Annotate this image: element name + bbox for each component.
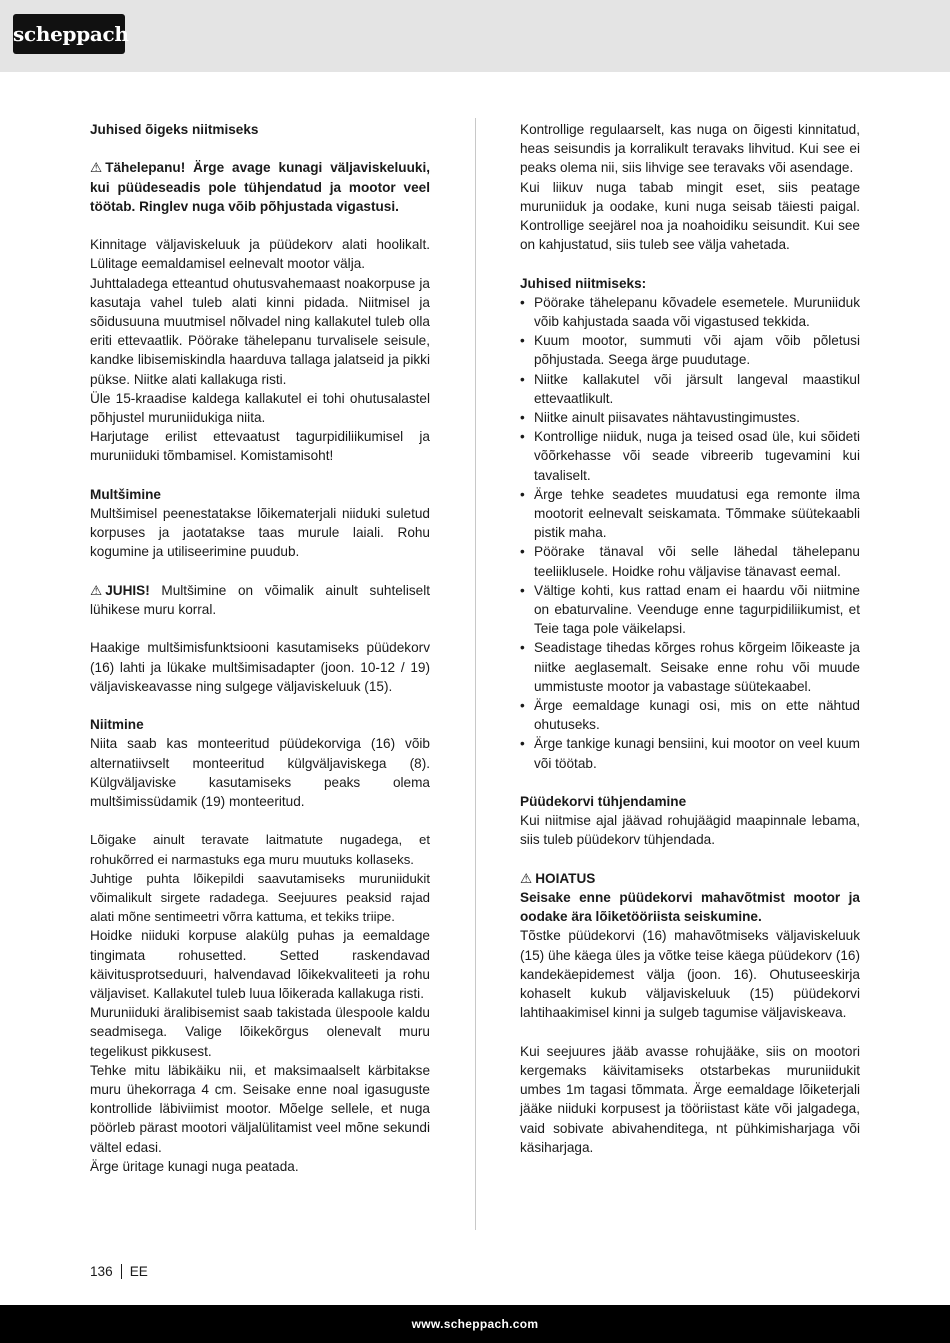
list-item: [520, 293, 860, 331]
page-number-separator: [121, 1264, 122, 1279]
warning-triangle-icon: ⚠: [90, 582, 103, 598]
list-item: [520, 408, 860, 427]
note-paragraph: [90, 581, 430, 619]
paragraph: Lõigake ainult teravate laitmatute nugadega, et rohukõrred ei narmastuks ega muru muutuks kollaseks.: [90, 832, 430, 867]
paragraph: Haakige multšimisfunktsiooni kasutamiseks püüdekorv (16) lahti ja lükake multšimisadapter (joon. 10-12 / 19) väljaviskeavasse ning sulgege väljaviskeluuk (15).: [90, 640, 430, 694]
heading-empty-catcher: Püüdekorvi tühjendamine: [520, 794, 687, 810]
note-text: Multšimine on võimalik ainult suhteliselt lühikese muru korral.: [90, 582, 430, 618]
paragraph: Kui liikuv nuga tabab mingit eset, siis peatage muruniiduk ja oodake, kuni nuga seisab täiesti paigal. Kontrollige seejärel noa ja noahoidiku seisundit. Kui see on kahjustatud, siis tuleb see välja vahetada.: [520, 179, 860, 253]
list-item: [520, 696, 860, 734]
bullet-marker: •: [520, 698, 525, 714]
bullet-marker: •: [520, 582, 525, 598]
list-item: [520, 638, 860, 696]
bullet-marker: •: [520, 486, 525, 502]
bullet-marker: •: [520, 429, 525, 445]
warning-triangle-icon: ⚠: [520, 870, 533, 886]
bullet-marker: •: [520, 640, 525, 656]
list-item-text: Ärge tankige kunagi bensiini, kui mootor on veel kuum või töötab.: [534, 736, 860, 771]
list-item: [520, 370, 860, 408]
list-item-text: Vältige kohti, kus rattad enam ei haardu või niitmine on ebaturvaline. Veenduge enne tagurpidiliikumist, et Teie taga pole väikelapsi.: [534, 582, 860, 637]
language-code: EE: [129, 1264, 148, 1279]
list-item: [520, 542, 860, 580]
paragraph: Muruniiduki äralibisemist saab takistada ülespoole kaldu seadmisega. Valige lõikekõrgus olenevalt muru tegelikust pikkusest.: [90, 1005, 430, 1059]
heading-mowing: Niitmine: [90, 717, 144, 733]
list-item: [520, 427, 860, 485]
warning-paragraph-1: [90, 158, 430, 216]
instruction-list: [520, 293, 860, 773]
list-item-text: Ärge eemaldage kunagi osi, mis on ette nähtud ohutuseks.: [534, 698, 860, 733]
website-link[interactable]: www.scheppach.com: [411, 1317, 539, 1331]
bullet-marker: •: [520, 736, 525, 752]
note-label: JUHIS!: [105, 582, 150, 598]
warning-bold-text: Seisake enne püüdekorvi mahavõtmist mootor ja oodake ära lõiketööriista seiskumine.: [520, 890, 860, 925]
list-item-text: Niitke ainult piisavates nähtavustingimustes.: [534, 410, 800, 426]
paragraph: Ärge üritage kunagi nuga peatada.: [90, 1158, 299, 1174]
warning-text-1: Tähelepanu! Ärge avage kunagi väljaviskeluuki, kui püüdeseadis pole tühjendatud ja mootor veel töötab. Ringlev nuga võib põhjustada vigastusi.: [90, 160, 430, 214]
brand-logo-text: scheppach: [13, 22, 129, 46]
list-item: [520, 331, 860, 369]
paragraph: Kontrollige regulaarselt, kas nuga on õigesti kinnitatud, heas seisundis ja korralikult teravaks lihvitud. Kui see ei peaks olema nii, siis lihvige see teravaks või asendage.: [520, 122, 860, 176]
bullet-marker: •: [520, 333, 525, 349]
right-column: [520, 120, 860, 1157]
paragraph: Tõstke püüdekorvi (16) mahavõtmiseks väljaviskeluuk (15) ühe käega üles ja võtke teise käega püüdekorv (16) kandekäepidemest välja (joon. 16). Ohutuseeskirja kohaselt kukub väljaviskeluuk (15) püüdekorvi lahtihaakimisel kinni ja sulgeb tagumise väljaviskeava.: [520, 928, 860, 1021]
list-item-text: Ärge tehke seadetes muudatusi ega remonte ilma mootorit eelnevalt seiskamata. Tõmmake süütekaabli pistik maha.: [534, 486, 860, 541]
paragraph: Hoidke niiduki korpuse alakülg puhas ja eemaldage tingimata rohusetted. Setted raskendavad käivitusprotseduuri, halvendavad lõikekvaliteeti ja rohu väljaviset. Kallakutel tuleb luua lõikerada kallakuga risti.: [90, 928, 430, 1002]
list-item-text: Kontrollige niiduk, nuga ja teised osad üle, kui sõideti võõrkehasse või seade vibreerib tugevamini kui tavaliselt.: [534, 429, 860, 483]
paragraph: Kui seejuures jääb avasse rohujääke, siis on mootori kergemaks käivitamiseks otstarbekas muruniidukit umbes 1m tagasi tõmmata. Ärge eemaldage lõiketerjali jääke niiduki korpusest ja tööriistast käte või jalgadega, vaid sobivate abivahenditega, nt pühkimisharjaga või käsiharjaga.: [520, 1043, 860, 1155]
paragraph: Kinnitage väljaviskeluuk ja püüdekorv alati hoolikalt. Lülitage eemaldamisel eelnevalt mootor välja.: [90, 237, 430, 272]
paragraph: Niita saab kas monteeritud püüdekorviga (16) võib alternatiivselt monteeritud külgväljaviskega (8). Külgväljaviske kasutamiseks peaks olema multšimissüdamik (19) monteeritud.: [90, 736, 430, 810]
bullet-marker: •: [520, 410, 525, 426]
bullet-marker: •: [520, 544, 525, 560]
brand-logo: [13, 14, 129, 54]
page-header: [0, 0, 950, 72]
list-item: [520, 485, 860, 543]
heading-mulching: Multšimine: [90, 486, 161, 502]
paragraph: Multšimisel peenestatakse lõikematerjali niiduki suletud korpuses ja jaotatakse taas murule laiali. Rohu kogumine ja utiliseerimine puudub.: [90, 506, 430, 560]
warning-triangle-icon: ⚠: [90, 160, 103, 176]
bullet-marker: •: [520, 294, 525, 310]
paragraph: Tehke mitu läbikäiku nii, et maksimaalselt kärbitakse muru ühekorraga 4 cm. Seisake enne noal igasuguste kontrollide läbiviimist mootor. Mõelge sellele, et nuga pöörleb pärast mootori väljalülitamist veel mõne sekundi vältel edasi.: [90, 1062, 430, 1155]
list-item-text: Seadistage tihedas kõrges rohus kõrgeim lõikeaste ja niitke aeglasemalt. Seisake enne rohu või muude ummistuste mootor ja vabastage süütekaabel.: [534, 640, 860, 694]
list-item: [520, 581, 860, 639]
left-column: [90, 120, 430, 1176]
heading-mowing-instructions: Juhised niitmiseks:: [520, 275, 647, 291]
list-item-text: Pöörake tänaval või selle lähedal tähelepanu teeliiklusele. Hoidke rohu väljavise tänavast eemal.: [534, 544, 860, 579]
warning-label: HOIATUS: [535, 870, 596, 886]
warning-heading: [520, 869, 860, 888]
paragraph: Harjutage erilist ettevaatust tagurpidiliikumisel ja muruniiduki tõmbamisel. Komistamisoht!: [90, 429, 430, 464]
list-item: [520, 734, 860, 772]
column-divider: [475, 118, 476, 1230]
paragraph: Juhtige puhta lõikepildi saavutamiseks muruniidukit võimalikult sirgete radadega. Seejuures peaksid rajad alati mõne sentimeetri võrra kattuma, et tekiks triipe.: [90, 870, 430, 925]
list-item-text: Niitke kallakutel või järsult langeval maastikul ettevaatlikult.: [534, 371, 860, 406]
page-number: 136: [90, 1264, 113, 1279]
bullet-marker: •: [520, 371, 525, 387]
paragraph: Üle 15-kraadise kaldega kallakutel ei tohi ohutusalastel põhjustel muruniidukiga niita.: [90, 390, 430, 426]
heading-correct-mowing: Juhised õigeks niitmiseks: [90, 122, 259, 137]
page-number-block: [90, 1264, 148, 1279]
paragraph: Juhttaladega etteantud ohutusvahemaast noakorpuse ja kasutaja vahel tuleb alati kinni pidada. Niitmisel ja sõidusuuna muutmisel nõlvadel ning kallakutel tuleb olla eriti ettevaatlik. Pöörake tähelepanu turvalisele seisule, kandke libisemiskindla haarduva tallaga jalatseid ja pikki pükse. Niitke alati kallakuga risti.: [90, 275, 430, 387]
list-item-text: Kuum mootor, summuti või ajam võib põletusi põhjustada. Seega ärge puudutage.: [534, 333, 860, 368]
list-item-text: Pöörake tähelepanu kõvadele esemetele. Muruniiduk võib kahjustada saada või vigastused tekkida.: [534, 294, 860, 330]
page-footer: [0, 1305, 950, 1343]
paragraph: Kui niitmise ajal jäävad rohujäägid maapinnale lebama, siis tuleb püüdekorv tühjendada.: [520, 813, 860, 848]
